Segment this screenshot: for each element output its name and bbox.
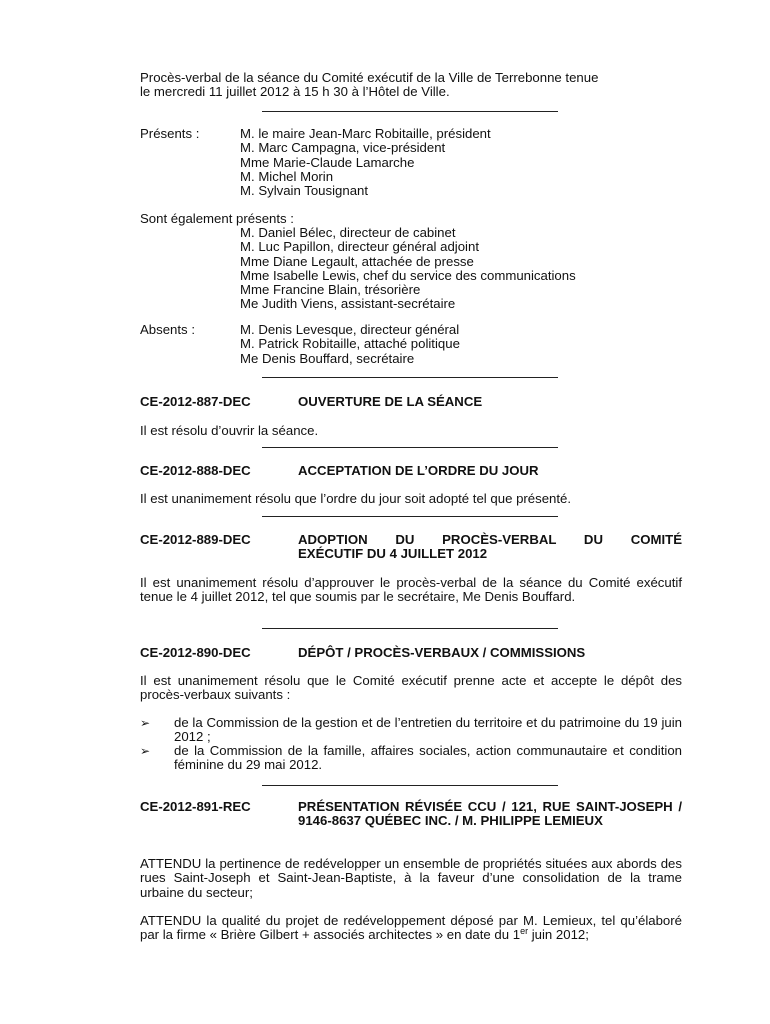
header-line-2: le mercredi 11 juillet 2012 à 15 h 30 à l’Hôtel de Ville. (140, 84, 450, 100)
member-item: M. Marc Campagna, vice-président (240, 140, 446, 156)
arrow-bullet-icon: ➢ (140, 716, 151, 730)
resolution-text: Il est unanimement résolu que l’ordre du jour soit adopté tel que présenté. (140, 491, 572, 506)
absents-label: Absents : (140, 322, 195, 337)
member-item: M. Luc Papillon, directeur général adjoint (240, 239, 479, 255)
member-item: Mme Marie-Claude Lamarche (240, 154, 415, 170)
member-item: Mme Diane Legault, attachée de presse (240, 253, 474, 269)
resolution-text: Il est unanimement résolu que le Comité exécutif prenne acte et accepte le dépôt des procès-verbaux suivants : (140, 673, 682, 703)
resolution-title-line-1: ADOPTION DU PROCÈS-VERBAL DU COMITÉ (298, 532, 682, 547)
whereas-paragraph: ATTENDU la qualité du projet de redéveloppement déposé par M. Lemieux, tel qu’élaboré par la firme « Brière Gilbert + associés architectes » en date du 1er juin 2012; (140, 913, 682, 943)
resolution-text: Il est unanimement résolu d’approuver le procès-verbal de la séance du Comité exécutif tenue le 4 juillet 2012, tel que soumis par le secrétaire, Me Denis Bouffard. (140, 575, 682, 605)
resolution-title: DÉPÔT / PROCÈS-VERBAUX / COMMISSIONS (298, 645, 586, 660)
resolution-code: CE-2012-891-REC (140, 799, 251, 814)
also-present-label: Sont également présents : (140, 211, 294, 226)
member-item: M. Patrick Robitaille, attaché politique (240, 336, 460, 352)
resolution-title: OUVERTURE DE LA SÉANCE (298, 394, 483, 409)
member-item: Me Denis Bouffard, secrétaire (240, 350, 415, 366)
resolution-title-line-2: EXÉCUTIF DU 4 JUILLET 2012 (298, 546, 488, 562)
list-item-text: de la Commission de la gestion et de l’entretien du territoire et du patrimoine du 19 juin 2012 ; (174, 715, 682, 745)
header-line-1: Procès-verbal de la séance du Comité exécutif de la Ville de Terrebonne tenue (140, 70, 599, 85)
presents-label: Présents : (140, 126, 200, 141)
resolution-code: CE-2012-888-DEC (140, 463, 251, 478)
resolution-text: Il est résolu d’ouvrir la séance. (140, 423, 319, 438)
member-item: M. Michel Morin (240, 168, 334, 184)
member-item: Me Judith Viens, assistant-secrétaire (240, 296, 456, 312)
separator-line (262, 111, 558, 112)
separator-line (262, 377, 558, 378)
resolution-title: ACCEPTATION DE L’ORDRE DU JOUR (298, 463, 539, 478)
resolution-code: CE-2012-889-DEC (140, 532, 251, 547)
resolution-code: CE-2012-887-DEC (140, 394, 251, 409)
arrow-bullet-icon: ➢ (140, 744, 151, 758)
presents-list (240, 127, 491, 198)
minutes-header (140, 71, 682, 100)
member-item: M. le maire Jean-Marc Robitaille, président (240, 126, 491, 141)
separator-line (262, 516, 558, 517)
member-item: M. Denis Levesque, directeur général (240, 322, 460, 337)
whereas-paragraph: ATTENDU la pertinence de redévelopper un ensemble de propriétés situées aux abords des rues Saint-Joseph et Saint-Jean-Baptiste, à la faveur d’une consolidation de la trame urbaine du secteur; (140, 856, 682, 900)
member-item: M. Daniel Bélec, directeur de cabinet (240, 225, 456, 240)
separator-line (262, 447, 558, 448)
absents-list (240, 323, 460, 366)
member-item: Mme Francine Blain, trésorière (240, 282, 421, 298)
member-item: Mme Isabelle Lewis, chef du service des communications (240, 267, 576, 283)
member-item: M. Sylvain Tousignant (240, 183, 369, 199)
separator-line (262, 628, 558, 629)
separator-line (262, 785, 558, 786)
list-item-text: de la Commission de la famille, affaires sociales, action communautaire et condition féminine du 29 mai 2012. (174, 743, 682, 773)
resolution-title: PRÉSENTATION RÉVISÉE CCU / 121, RUE SAINT-JOSEPH / 9146-8637 QUÉBEC INC. / M. PHILIPPE LEMIEUX (298, 799, 682, 829)
resolution-code: CE-2012-890-DEC (140, 645, 251, 660)
